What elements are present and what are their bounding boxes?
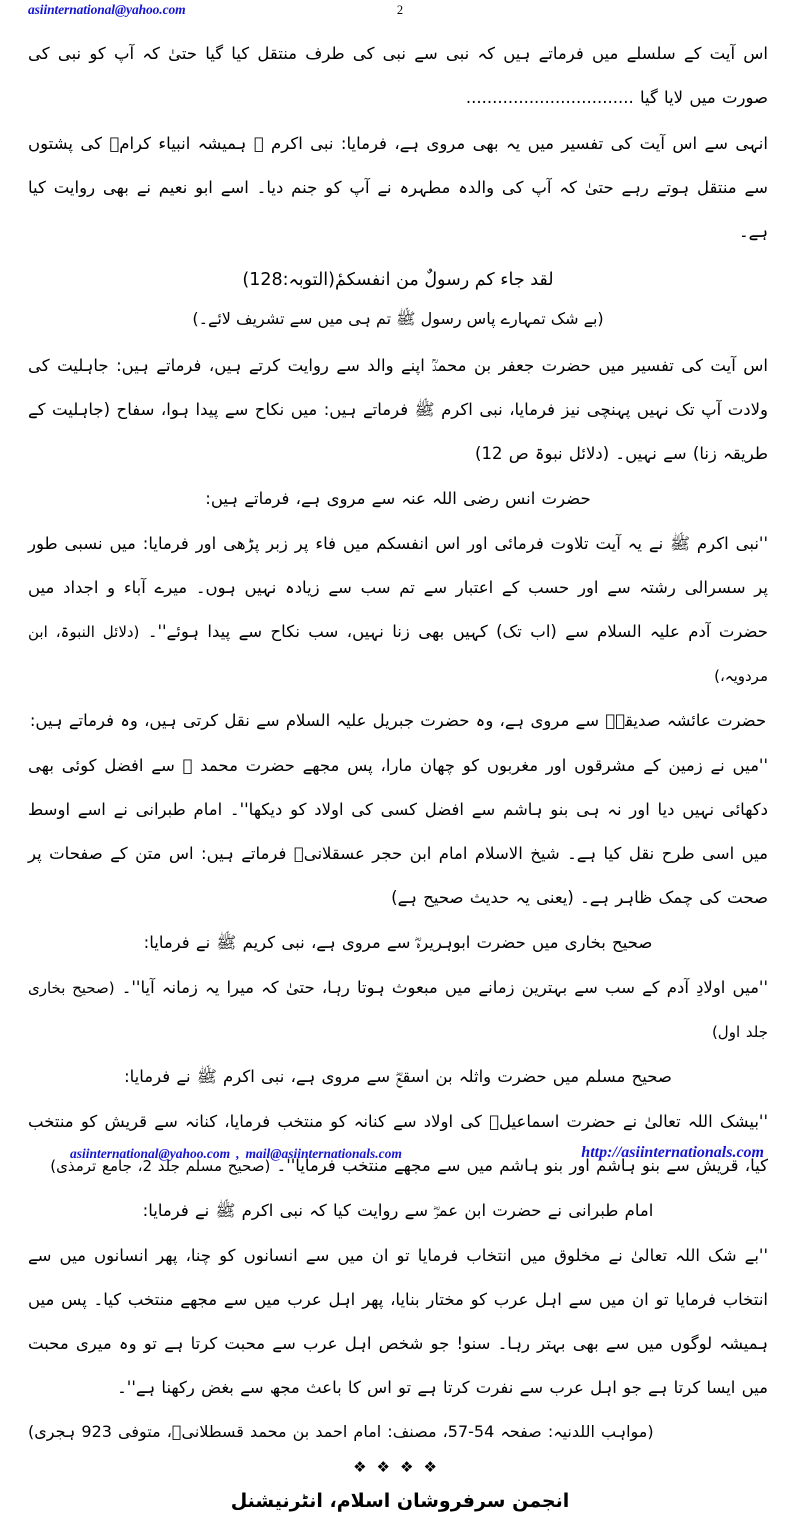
- diamond-icon: ❖: [353, 1458, 377, 1476]
- hadith-text: ''نبی اکرم ﷺ نے یہ آیت تلاوت فرمائی اور اس انفسکم میں فاء پر زبر پڑھی اور فرمایا: میں نسبی طور پر سسرالی رشتہ سے اور حسب کے اعتبار سے تم سب سے زیادہ نہیں ہوں۔ میرے آباء و اجداد میں حضرت آدم علیہ السلام سے (اب تک) کہیں بھی زنا نہیں، سب نکاح سے پیدا ہوئے''۔: [28, 534, 768, 641]
- footer-contact-group: [70, 1146, 402, 1162]
- ornament-divider: [0, 1456, 800, 1478]
- page-footer: [0, 1146, 800, 1172]
- organization-name: انجمن سرفروشان اسلام، انٹرنیشنل: [230, 1490, 570, 1512]
- paragraph-ibn-umar-hadith: ''بے شک اللہ تعالیٰ نے مخلوق میں انتخاب فرمایا تو ان میں سے انسانوں کو چنا، پھر انسانوں میں سے انتخاب فرمایا تو ان میں سے اہل عرب کو مختار بنایا، پھر اہل عرب میں سے مجھے منتخب کیا۔ پس میں ہمیشہ لوگوں میں سے بھی بہتر رہا۔ سنو! جو شخص اہل عرب سے محبت کرتا ہے تو وہ میری محبت میں ایسا کرتا ہے جو اہل عرب سے نفرت کرتا ہے تو اس کا باعث مجھ سے بغض رکھنا ہے''۔: [28, 1246, 768, 1397]
- diamond-icon: ❖: [400, 1458, 424, 1476]
- paragraph-bukhari-hadith: [28, 966, 768, 1054]
- paragraph-anas-hadith: [28, 522, 768, 698]
- diamond-icon: ❖: [423, 1458, 447, 1476]
- footer-email-2[interactable]: mail@asiinternationals.com: [245, 1146, 402, 1161]
- document-body: [0, 26, 800, 1452]
- paragraph-muslim-intro: صحیح مسلم میں حضرت واثلہ بن اسقعؓ سے مروی ہے، نبی اکرم ﷺ نے فرمایا:: [124, 1067, 672, 1086]
- paragraph-jafar-narration: اس آیت کی تفسیر میں حضرت جعفر بن محمدؒ اپنے والد سے روایت کرتے ہیں، فرماتے ہیں: جاہلیت کی ولادت آپ تک نہیں پہنچی نیز فرمایا، نبی اکرم ﷺ فرماتے ہیں: میں نکاح سے پیدا ہوا، سفاح (جاہلیت کے طریقہ زنا) سے نہیں۔ (دلائل نبوۃ ص 12): [28, 356, 768, 463]
- hadith-reference: (صحیح مسلم جلد 2، جامع ترمذی): [50, 1157, 271, 1175]
- paragraph-intro-transfer: اس آیت کے سلسلے میں فرماتے ہیں کہ نبی سے نبی کی طرف منتقل کیا گیا حتیٰ کہ آپ کو نبی کی صورت میں لایا گیا ................................: [28, 44, 768, 107]
- paragraph-tafsir-narration: انہی سے اس آیت کی تفسیر میں یہ بھی مروی ہے، فرمایا: نبی اکرم ﷺ ہمیشہ انبیاء کرامؑ کی پشتوں سے منتقل ہوتے رہے حتیٰ کہ آپ کی والدہ مطہرہ نے آپ کو جنم دیا۔ اسے ابو نعیم نے بھی روایت کیا ہے۔: [28, 134, 768, 241]
- paragraph-anas-intro: حضرت انس رضی اللہ عنہ سے مروی ہے، فرماتے ہیں:: [205, 489, 591, 508]
- hadith-reference: (دلائل النبوۃ، ابن مردویہ،): [28, 623, 768, 685]
- diamond-icon: ❖: [376, 1458, 400, 1476]
- footer-separator: ,: [236, 1146, 240, 1161]
- header-email-link[interactable]: asiinternational@yahoo.com: [28, 2, 186, 17]
- hadith-text: ''بیشک اللہ تعالیٰ نے حضرت اسماعیلؑ کی اولاد سے کنانہ کو منتخب فرمایا، کنانہ سے قریش کو منتخب کیا، قریش سے بنو ہاشم اور بنو ہاشم میں سے مجھے منتخب فرمایا''۔: [28, 1112, 768, 1175]
- footer-email-1[interactable]: asiinternational@yahoo.com: [70, 1146, 231, 1161]
- quran-verse-arabic: لقد جاء کم رسولٌ من انفسکمٔ: [334, 270, 554, 290]
- page-number: 2: [396, 3, 404, 17]
- paragraph-aisha-intro: حضرت عائشہ صدیقہؓ سے مروی ہے، وہ حضرت جبریل علیہ السلام سے نقل کرتی ہیں، وہ فرماتے ہیں:: [29, 711, 767, 730]
- hadith-reference: (صحیح بخاری جلد اول): [28, 979, 768, 1041]
- paragraph-bukhari-intro: صحیح بخاری میں حضرت ابوہریرہؓ سے مروی ہے، نبی کریم ﷺ نے فرمایا:: [143, 933, 653, 952]
- paragraph-jibril-narration: ''میں نے زمین کے مشرقوں اور مغربوں کو چھان مارا، پس مجھے حضرت محمد ﷺ سے افضل کوئی بھی دکھائی نہیں دیا اور نہ ہی بنو ہاشم سے افضل کسی کی اولاد کو دیکھا''۔ امام طبرانی نے اسے اوسط میں اسی طرح نقل کیا ہے۔ شیخ الاسلام امام ابن حجر عسقلانیؒ فرماتے ہیں: اس متن کے صفحات پر صحت کی چمک ظاہر ہے۔ (یعنی یہ حدیث صحیح ہے): [28, 756, 768, 907]
- footer-website-link[interactable]: http://asiinternationals.com: [581, 1144, 764, 1161]
- page-header: [0, 0, 800, 26]
- source-citation: (مواہب اللدنیہ: صفحہ 54-57، مصنف: امام احمد بن محمد قسطلانیؒ، متوفی 923 ہجری): [28, 1422, 654, 1441]
- paragraph-tabarani-intro: امام طبرانی نے حضرت ابن عمرؓ سے روایت کیا کہ نبی اکرم ﷺ نے فرمایا:: [142, 1201, 654, 1220]
- quran-verse-line: [28, 260, 768, 300]
- hadith-text: ''میں اولادِ آدم کے سب سے بہترین زمانے میں مبعوث ہوتا رہا، حتیٰ کہ میرا یہ زمانہ آیا''۔: [121, 978, 768, 997]
- quran-verse-translation: (بے شک تمہارے پاس رسول ﷺ تم ہی میں سے تشریف لائے۔): [192, 309, 604, 328]
- quran-verse-citation: (التوبہ:128): [242, 270, 335, 290]
